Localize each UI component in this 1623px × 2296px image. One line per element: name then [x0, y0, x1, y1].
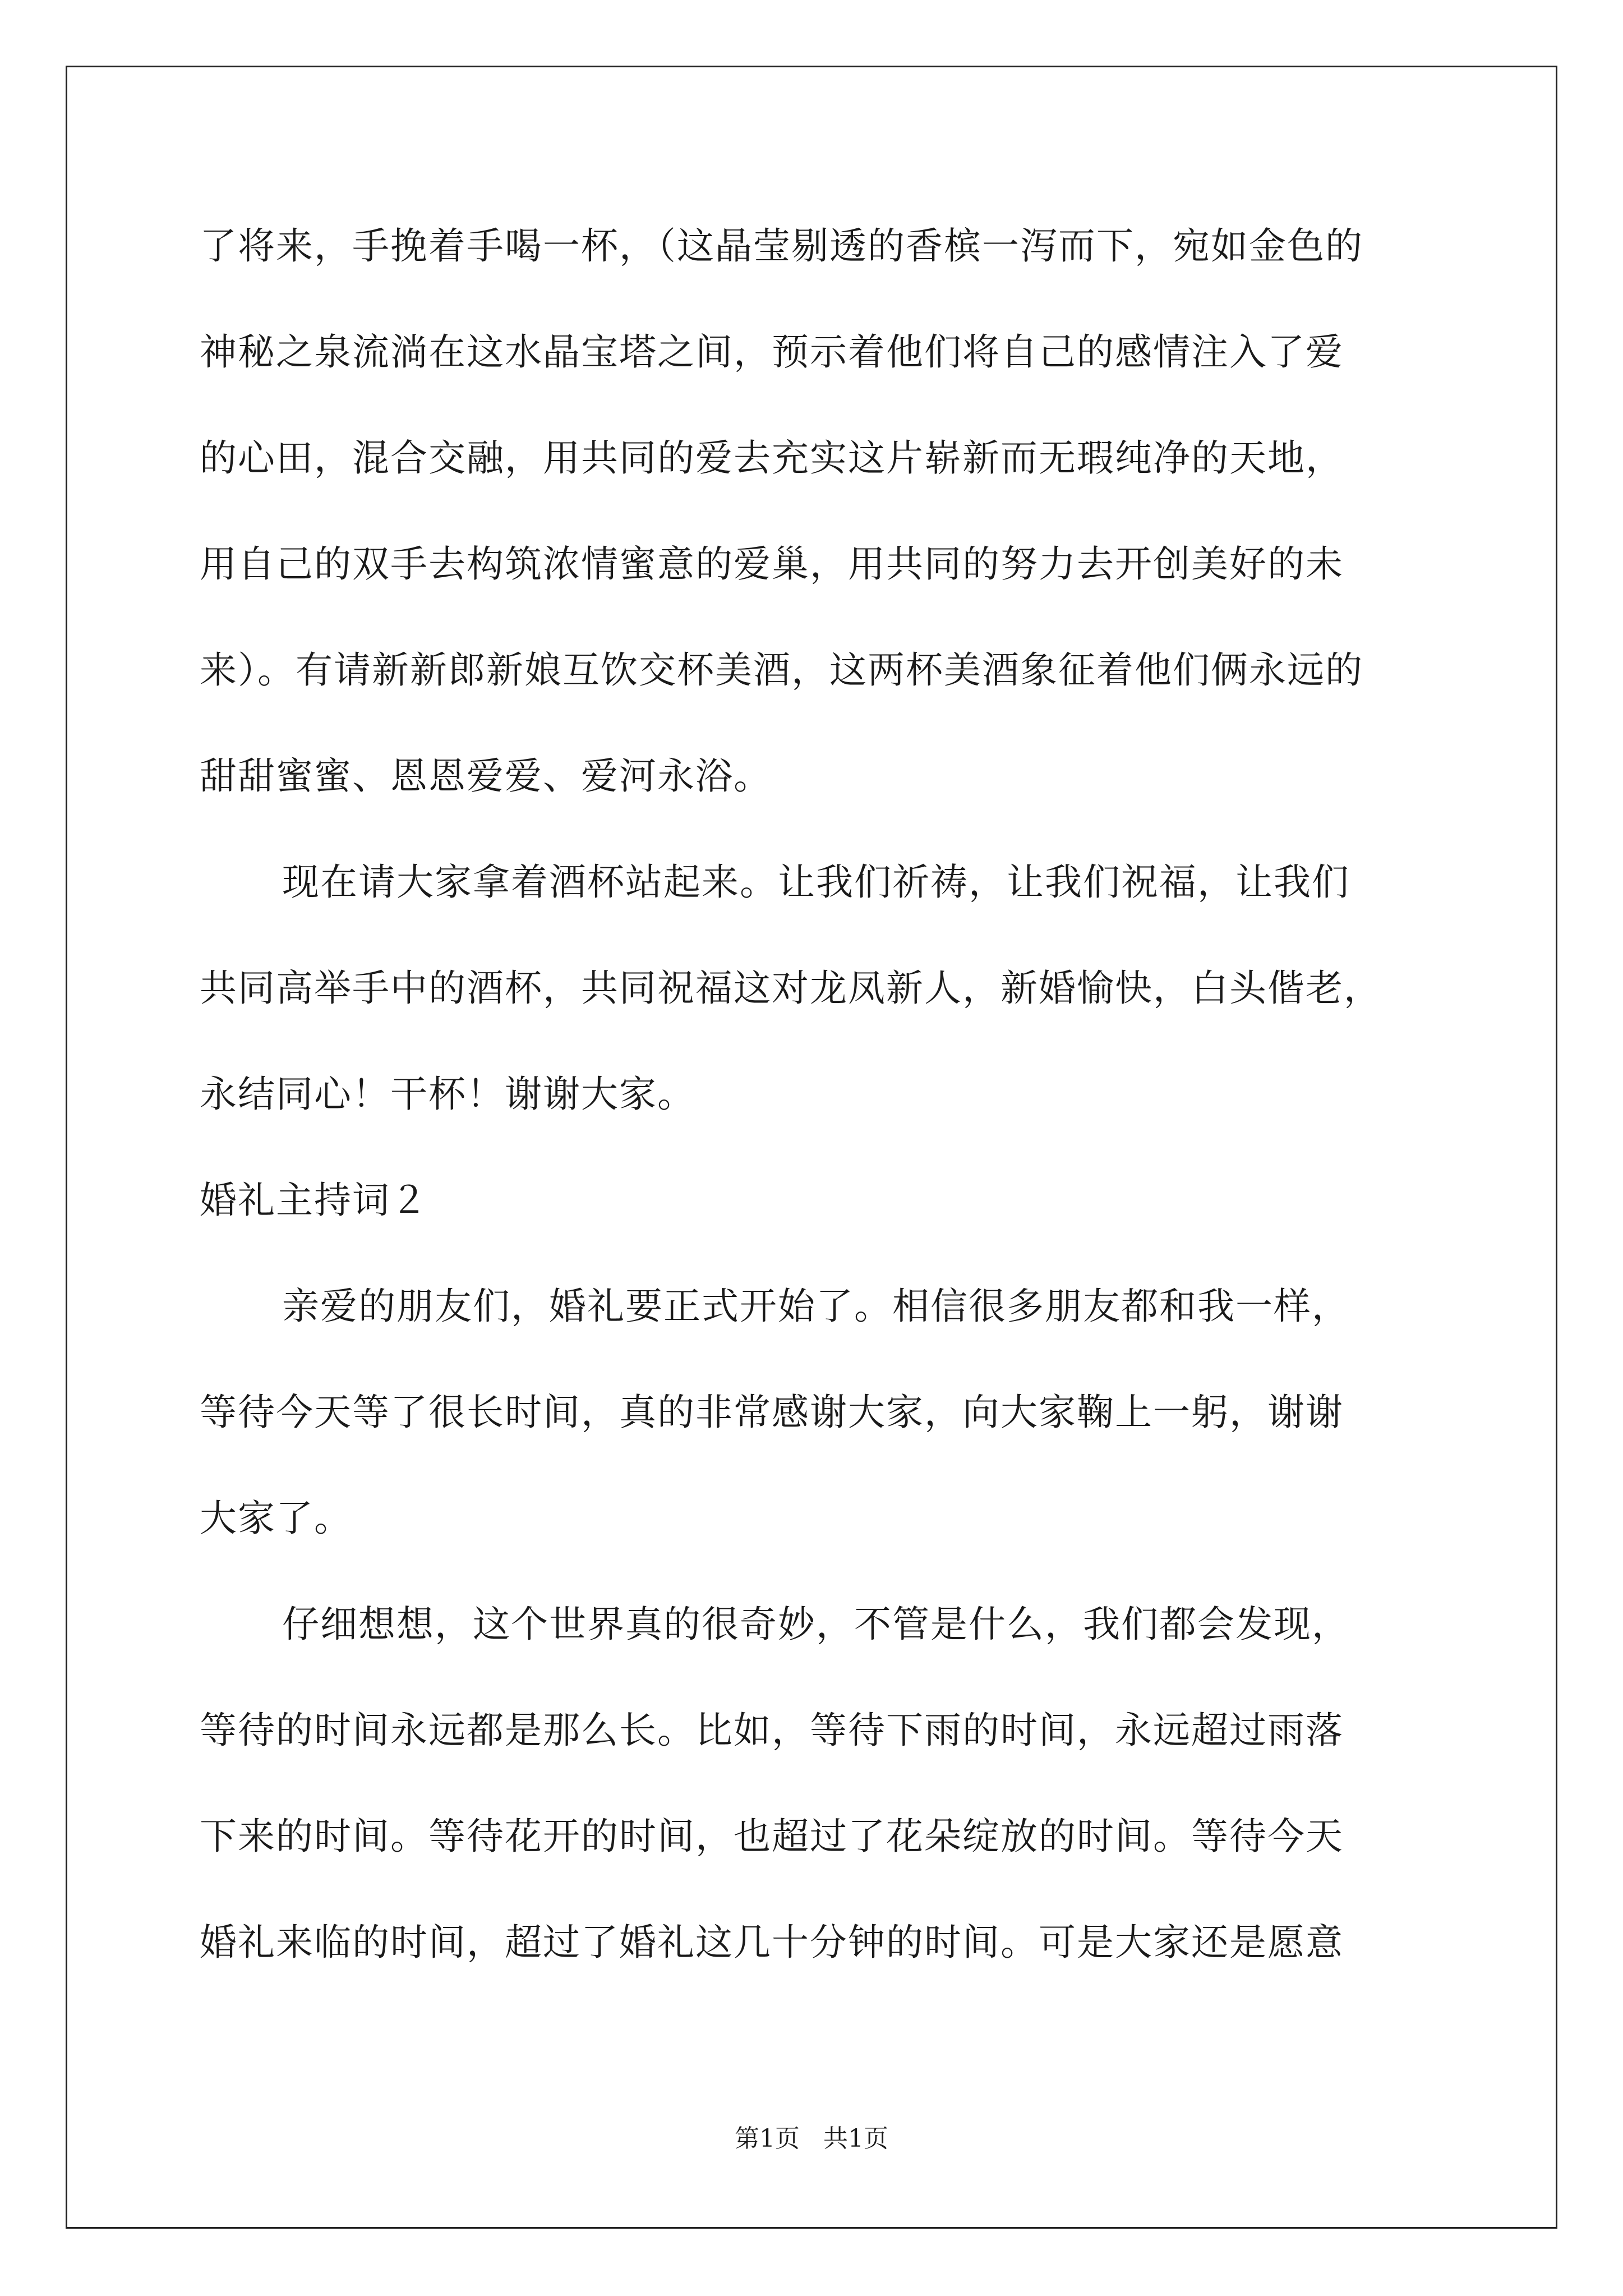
text-line: 用自己的双手去构筑浓情蜜意的爱巢，用共同的努力去开创美好的未: [200, 542, 1344, 586]
text-line: 共同高举手中的酒杯，共同祝福这对龙凤新人，新婚愉快，白头偕老，: [200, 967, 1382, 1010]
paragraph-first-line: 仔细想想，这个世界真的很奇妙，不管是什么，我们都会发现，: [282, 1603, 1350, 1646]
page-border: [66, 66, 1557, 2229]
text-line: 永结同心！干杯！谢谢大家。: [200, 1073, 695, 1116]
page-footer: 第1页 共1页: [735, 2124, 888, 2153]
text-line: 的心田，混合交融，用共同的爱去充实这片崭新而无瑕纯净的天地，: [200, 436, 1344, 480]
text-line: 大家了。: [200, 1497, 352, 1540]
text-line: 等待的时间永远都是那么长。比如，等待下雨的时间，永远超过雨落: [200, 1709, 1344, 1752]
paragraph-first-line: 现在请大家拿着酒杯站起来。让我们祈祷，让我们祝福，让我们: [282, 861, 1350, 904]
text-line: 甜甜蜜蜜、恩恩爱爱、爱河永浴。: [200, 754, 772, 798]
text-line: 了将来，手挽着手喝一杯，（这晶莹剔透的香槟一泻而下，宛如金色的: [200, 224, 1363, 268]
text-line: 神秘之泉流淌在这水晶宝塔之间，预示着他们将自己的感情注入了爱: [200, 330, 1344, 374]
section-heading: 婚礼主持词２: [200, 1179, 428, 1222]
text-line: 来）。有请新新郎新娘互饮交杯美酒，这两杯美酒象征着他们俩永远的: [200, 648, 1363, 692]
text-line: 下来的时间。等待花开的时间，也超过了花朵绽放的时间。等待今天: [200, 1815, 1344, 1858]
paragraph-first-line: 亲爱的朋友们，婚礼要正式开始了。相信很多朋友都和我一样，: [282, 1285, 1350, 1328]
text-line: 婚礼来临的时间，超过了婚礼这几十分钟的时间。可是大家还是愿意: [200, 1921, 1344, 1964]
text-line: 等待今天等了很长时间，真的非常感谢大家，向大家鞠上一躬，谢谢: [200, 1391, 1344, 1434]
